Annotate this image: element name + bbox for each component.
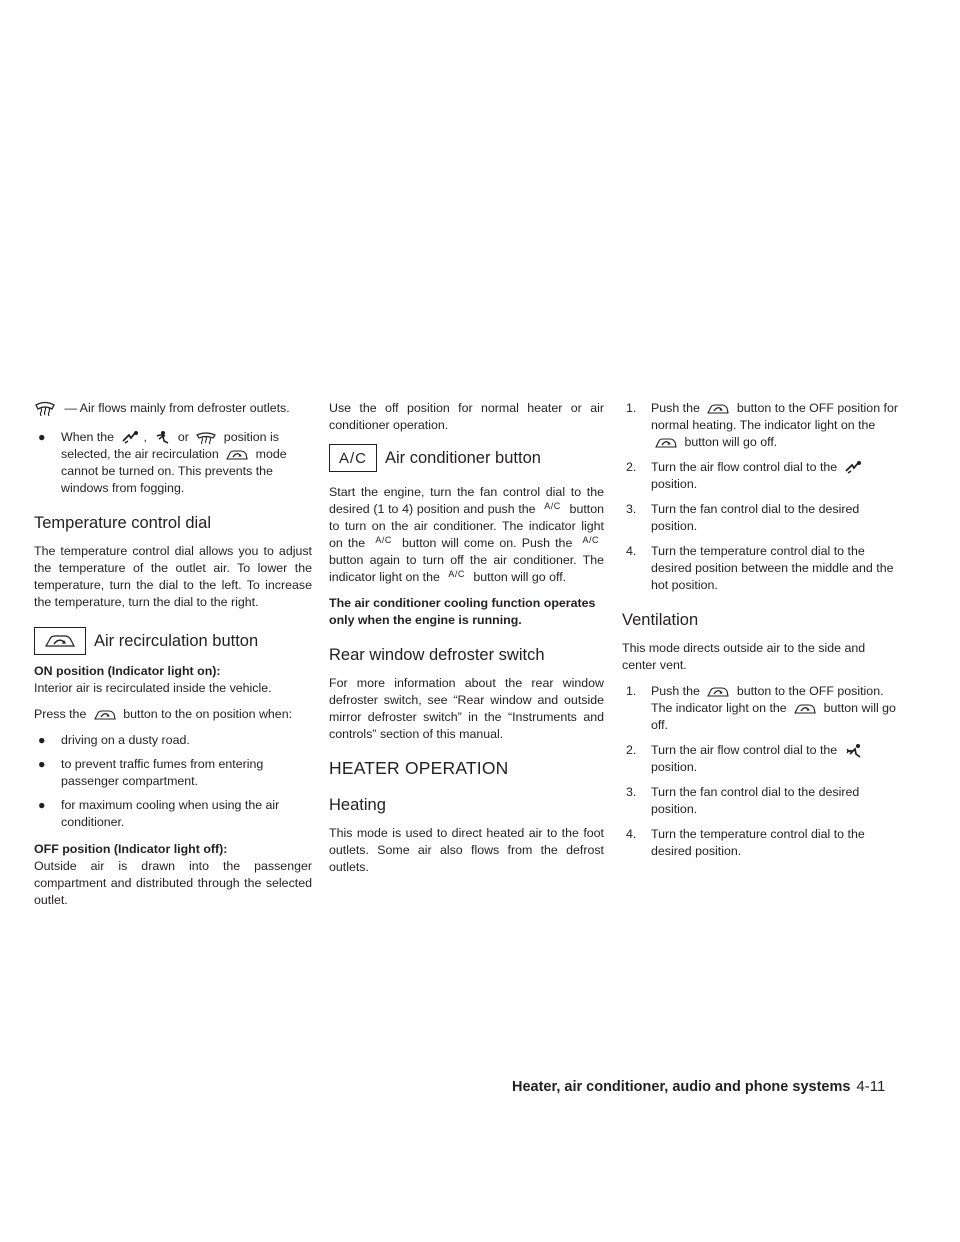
press-text-b: button to the on position when: (123, 707, 293, 721)
step-text: Push the (651, 401, 700, 415)
step-text: button to the OFF position for normal heating. The indicator light on the (651, 401, 898, 432)
step-text: button will go off. (651, 701, 896, 732)
column-right (622, 400, 898, 868)
step-text: button will go off. (684, 435, 778, 449)
ac-mini-icon: A/C (544, 501, 561, 511)
recirculation-icon (793, 702, 817, 716)
bullet-text-c: mode cannot be turned on. This prevents the windows from fogging. (61, 447, 287, 495)
off-position-body: Outside air is drawn into the passenger compartment and distributed through the selected outlet. (34, 859, 312, 907)
mode-bullet (34, 429, 312, 497)
step-text: Turn the temperature control dial to the desired position between the middle and the hot position. (651, 544, 894, 592)
ventilation-body: This mode directs outside air to the side and center vent. (622, 641, 866, 672)
defroster-icon (34, 400, 65, 421)
ac-button-icon: A/C (329, 444, 377, 472)
vent-mode-icon (844, 743, 864, 759)
bullet-comma: , (143, 430, 147, 444)
defroster-mode-icon (195, 431, 217, 445)
on-position-label: ON position (Indicator light on): (34, 664, 221, 678)
recirculation-icon (225, 448, 249, 462)
ac-mini-icon: A/C (448, 569, 465, 579)
step-text: Turn the temperature control dial to the desired position. (651, 827, 865, 858)
ventilation-step-1 (622, 683, 898, 734)
foot-mode-icon (844, 461, 864, 475)
bullet-item (34, 732, 312, 749)
ac-text-b: button to turn on the air conditioner. The indicator light on the (329, 502, 604, 550)
bullet-text: driving on a dusty road. (61, 733, 190, 747)
step-text: Turn the fan control dial to the desired position. (651, 502, 860, 533)
ac-text-c: button will come on. Push the (401, 536, 573, 550)
temperature-heading: Temperature control dial (34, 514, 212, 532)
step-text: position. (651, 477, 698, 491)
ventilation-step-3 (622, 784, 898, 818)
press-text-a: Press the (34, 707, 87, 721)
recirculation-icon (706, 685, 730, 699)
ventilation-step-4 (622, 826, 898, 860)
off-position-label: OFF position (Indicator light off): (34, 842, 228, 856)
bullet-text: to prevent traffic fumes from entering passenger compartment. (61, 757, 264, 788)
ac-text-e: button will go off. (473, 570, 567, 584)
rear-defroster-heading: Rear window defroster switch (329, 646, 545, 664)
on-position-body: Interior air is recirculated inside the vehicle. (34, 681, 272, 695)
step-text: Push the (651, 684, 700, 698)
ventilation-step-2 (622, 742, 898, 776)
step-text: Turn the air flow control dial to the (651, 743, 838, 757)
step-text: Turn the air flow control dial to the (651, 460, 838, 474)
defroster-text: — Air flows mainly from defroster outlets. (64, 401, 290, 415)
ac-mini-icon: A/C (375, 535, 392, 545)
ac-note: The air conditioner cooling function operates only when the engine is running. (329, 596, 596, 627)
bullet-dot: ● (38, 430, 46, 444)
ac-body (329, 484, 604, 586)
ac-heading-row (329, 444, 604, 472)
heating-step-3 (622, 501, 898, 535)
recirculation-icon (654, 436, 678, 450)
step-number: 4. (626, 827, 637, 841)
bullet-item (34, 797, 312, 831)
bullet-text-b: position is selected, the air recirculation (61, 430, 279, 461)
foot-defrost-mode-icon (153, 430, 171, 446)
step-number: 4. (626, 544, 637, 558)
step-text: Turn the fan control dial to the desired position. (651, 785, 860, 816)
bullet-text: for maximum cooling when using the air conditioner. (61, 798, 280, 829)
recirculation-heading: Air recirculation button (94, 631, 259, 650)
temperature-body: The temperature control dial allows you to adjust the temperature of the outlet air. To lower the temperature, turn the dial to the left. To increase the temperature, turn the dial to the right. (34, 544, 312, 609)
step-number: 1. (626, 401, 637, 415)
ac-heading: Air conditioner button (385, 448, 541, 467)
recirculation-icon (706, 402, 730, 416)
step-number: 2. (626, 460, 637, 474)
foot-mode-icon (121, 431, 141, 445)
recirculation-icon (93, 708, 117, 722)
recirculation-heading-row (34, 627, 312, 655)
step-number: 3. (626, 502, 637, 516)
heating-body: This mode is used to direct heated air to the foot outlets. Some air also flows from the defrost outlets. (329, 826, 604, 874)
step-text: position. (651, 760, 698, 774)
heating-step-4 (622, 543, 898, 594)
defroster-item (34, 400, 312, 421)
press-line (34, 706, 312, 723)
footer-section-title: Heater, air conditioner, audio and phone systems (512, 1079, 851, 1095)
column-left (34, 400, 312, 918)
heating-step-1 (622, 400, 898, 451)
page-footer (512, 1078, 892, 1096)
bullet-dot: ● (38, 798, 46, 812)
step-number: 1. (626, 684, 637, 698)
bullet-dot: ● (38, 757, 46, 771)
bullet-dot: ● (38, 733, 46, 747)
step-number: 3. (626, 785, 637, 799)
heater-operation-heading: HEATER OPERATION (329, 758, 509, 778)
bullet-item (34, 756, 312, 790)
rear-defroster-body: For more information about the rear window defroster switch, see “Rear window and outside mirror defroster switch” in the “Instruments and controls” section of this manual. (329, 676, 604, 741)
recirculation-button-icon (34, 627, 86, 655)
heating-step-2 (622, 459, 898, 493)
page-number: 4-11 (856, 1078, 886, 1095)
heating-heading: Heating (329, 796, 386, 814)
bullet-or: or (177, 430, 189, 444)
step-text: button to the OFF position. The indicator light on the (651, 684, 884, 715)
column-middle (329, 400, 604, 885)
ac-text-d: button again to turn off the air conditioner. The indicator light on the (329, 553, 604, 584)
off-use-text: Use the off position for normal heater or air conditioner operation. (329, 401, 604, 432)
bullet-text-a: When the (61, 430, 115, 444)
ac-text-a: Start the engine, turn the fan control dial to the desired (1 to 4) position and push the (329, 485, 604, 516)
step-number: 2. (626, 743, 637, 757)
ventilation-heading: Ventilation (622, 611, 699, 629)
ac-mini-icon: A/C (582, 535, 600, 545)
